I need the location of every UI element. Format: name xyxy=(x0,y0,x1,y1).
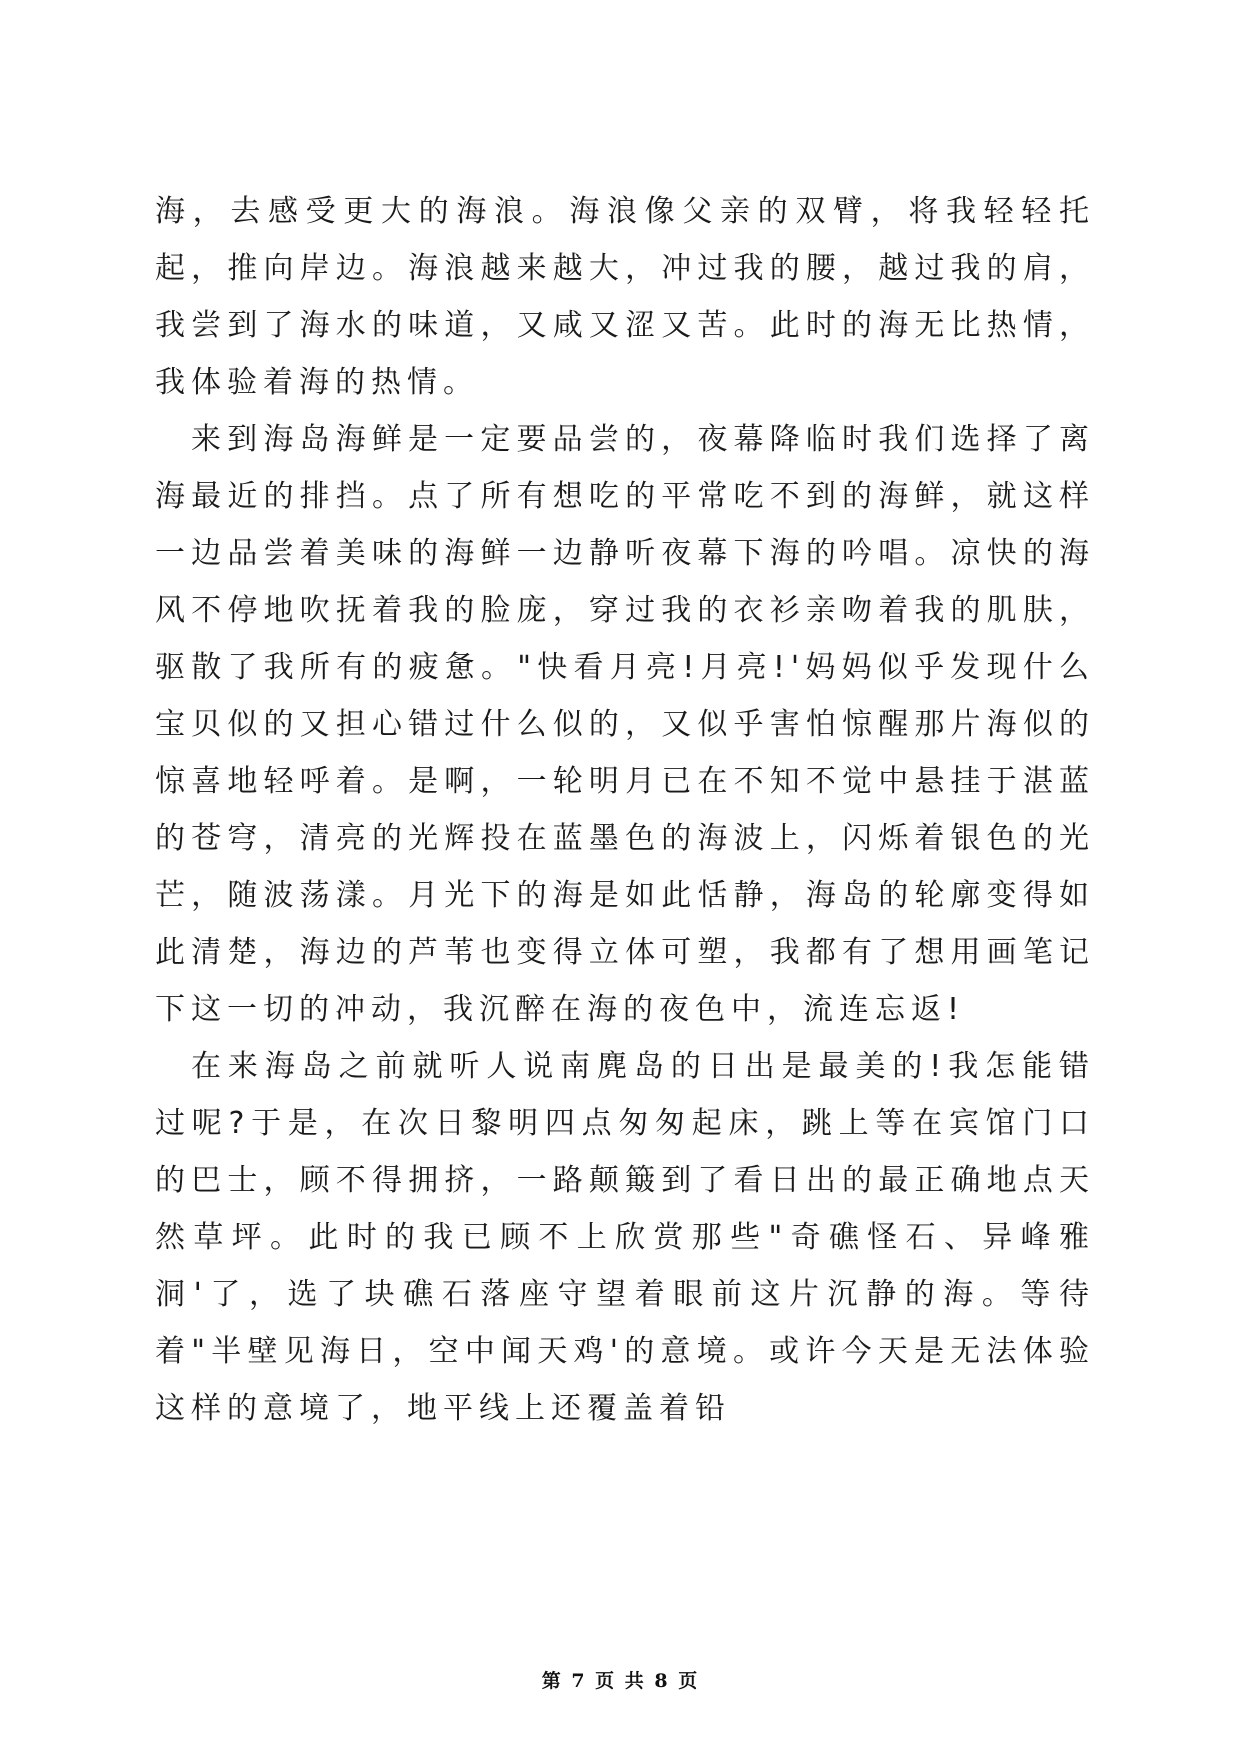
paragraph-3: 在来海岛之前就听人说南麂岛的日出是最美的!我怎能错过呢?于是，在次日黎明四点匆匆起床，跳上等在宾馆门口的巴士，顾不得拥挤，一路颠簸到了看日出的最正确地点天然草坪。此时的我已顾不上欣赏那些"奇礁怪石、异峰雅洞'了，选了块礁石落座守望着眼前这片沉静的海。等待着"半壁见海日，空中闻天鸡'的意境。或许今天是无法体验这样的意境了，地平线上还覆盖着铅 xyxy=(155,1049,1095,1426)
paragraph-2: 来到海岛海鲜是一定要品尝的，夜幕降临时我们选择了离海最近的排挡。点了所有想吃的平常吃不到的海鲜，就这样一边品尝着美味的海鲜一边静听夜幕下海的吟唱。凉快的海风不停地吹抚着我的脸庞，穿过我的衣衫亲吻着我的肌肤，驱散了我所有的疲惫。"快看月亮!月亮!'妈妈似乎发现什么宝贝似的又担心错过什么似的，又似乎害怕惊醒那片海似的惊喜地轻呼着。是啊，一轮明月已在不知不觉中悬挂于湛蓝的苍穹，清亮的光辉投在蓝墨色的海波上，闪烁着银色的光芒，随波荡漾。月光下的海是如此恬静，海岛的轮廓变得如此清楚，海边的芦苇也变得立体可塑，我都有了想用画笔记下这一切的冲动，我沉醉在海的夜色中，流连忘返! xyxy=(155,422,1095,1027)
page-number-footer: 第 7 页 共 8 页 xyxy=(541,1670,700,1692)
body-text xyxy=(155,183,1095,1437)
paragraph-1: 海，去感受更大的海浪。海浪像父亲的双臂，将我轻轻托起，推向岸边。海浪越来越大，冲过我的腰，越过我的肩，我尝到了海水的味道，又咸又涩又苦。此时的海无比热情，我体验着海的热情。 xyxy=(155,194,1095,400)
